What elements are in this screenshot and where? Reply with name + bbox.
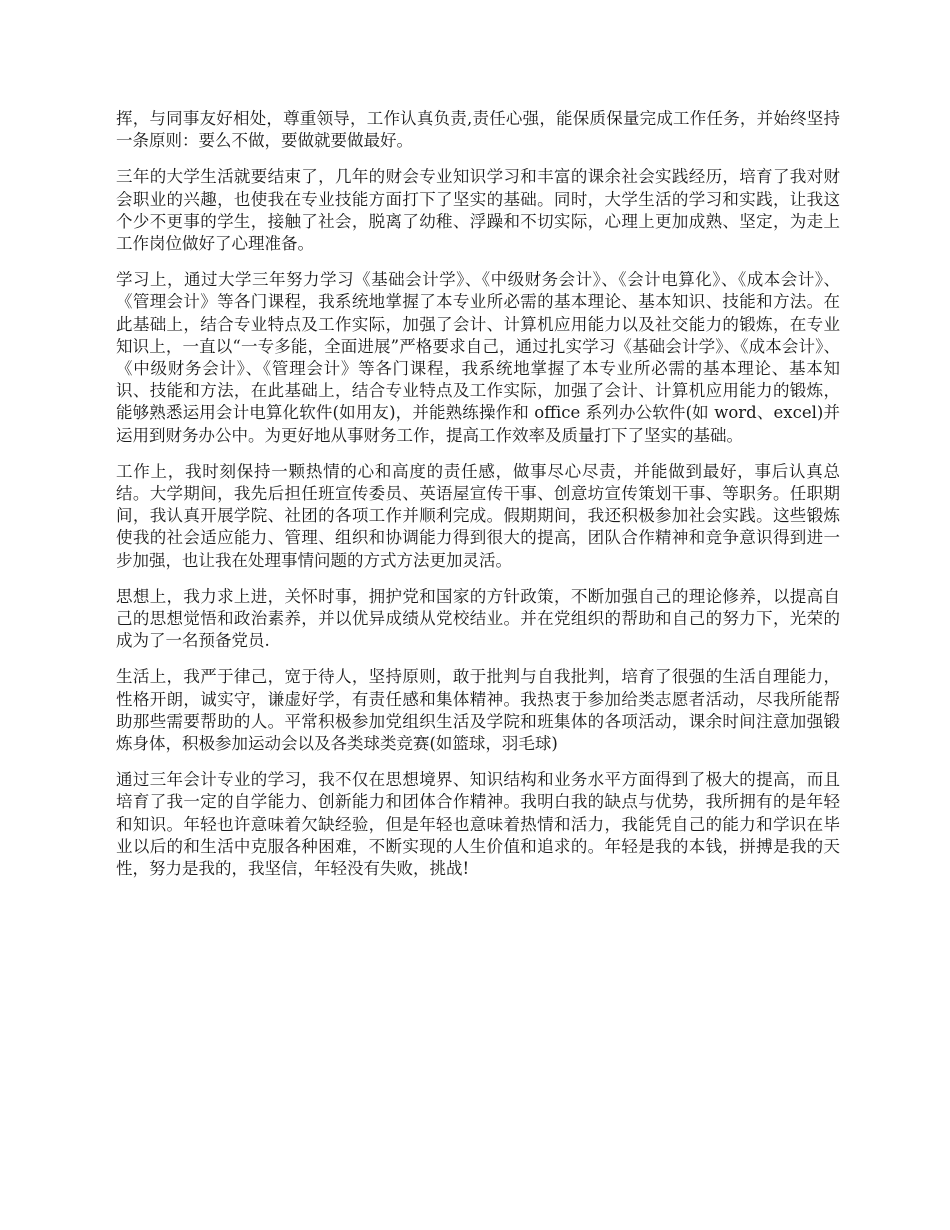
paragraph-study: 学习上，通过大学三年努力学习《基础会计学》、《中级财务会计》、《会计电算化》、《成本会计》、《管理会计》等各门课程，我系统地掌握了本专业所必需的基本理论、基本知识、技能和方法。在此基础上，结合专业特点及工作实际，加强了会计、计算机应用能力以及社交能力的锻炼，在专业知识上，一直以“一专多能，全面进展”严格要求自己，通过扎实学习《基础会计学》、《成本会计》、《中级财务会计》、《管理会计》等各门课程，我系统地掌握了本专业所必需的基本理论、基本知识、技能和方法，在此基础上，结合专业特点及工作实际，加强了会计、计算机应用能力的锻炼，能够熟悉运用会计电算化软件(如用友)，并能熟练操作和 office 系列办公软件(如 word、excel)并运用到财务办公中。为更好地从事财务工作，提高工作效率及质量打下了坚实的基础。 [116,270,840,445]
paragraph-life: 生活上，我严于律己，宽于待人，坚持原则，敢于批判与自我批判，培育了很强的生活自理能力，性格开朗，诚实守，谦虚好学，有责任感和集体精神。我热衷于参加给类志愿者活动，尽我所能帮助那些需要帮助的人。平常积极参加党组织生活及学院和班集体的各项活动，课余时间注意加强锻炼身体，积极参加运动会以及各类球类竞赛(如篮球，羽毛球) [116,667,840,754]
paragraph-work: 工作上，我时刻保持一颗热情的心和高度的责任感，做事尽心尽责，并能做到最好，事后认真总结。大学期间，我先后担任班宣传委员、英语屋宣传干事、创意坊宣传策划干事、等职务。任职期间，我认真开展学院、社团的各项工作并顺利完成。假期期间，我还积极参加社会实践。这些锻炼使我的社会适应能力、管理、组织和协调能力得到很大的提高，团队合作精神和竞争意识得到进一步加强，也让我在处理事情问题的方式方法更加灵活。 [116,461,840,570]
paragraph-work-attitude: 挥，与同事友好相处，尊重领导，工作认真负责,责任心强，能保质保量完成工作任务，并始终坚持一条原则：要么不做，要做就要做最好。 [116,109,840,151]
paragraph-conclusion: 通过三年会计专业的学习，我不仅在思想境界、知识结构和业务水平方面得到了极大的提高，而且培育了我一定的自学能力、创新能力和团体合作精神。我明白我的缺点与优势，我所拥有的是年轻和知识。年轻也许意味着欠缺经验，但是年轻也意味着热情和活力，我能凭自己的能力和学识在毕业以后的和生活中克服各种困难，不断实现的人生价值和追求的。年轻是我的本钱，拼搏是我的天性，努力是我的，我坚信，年轻没有失败，挑战! [116,770,840,879]
paragraph-thought: 思想上，我力求上进，关怀时事，拥护党和国家的方针政策，不断加强自己的理论修养，以提高自己的思想觉悟和政治素养，并以优异成绩从党校结业。并在党组织的帮助和自己的努力下，光荣的成为了一名预备党员. [116,586,840,651]
paragraph-college-life: 三年的大学生活就要结束了，几年的财会专业知识学习和丰富的课余社会实践经历，培育了我对财会职业的兴趣，也使我在专业技能方面打下了坚实的基础。同时，大学生活的学习和实践，让我这个少不更事的学生，接触了社会，脱离了幼稚、浮躁和不切实际，心理上更加成熟、坚定，为走上工作岗位做好了心理准备。 [116,167,840,254]
document-body [116,108,840,894]
